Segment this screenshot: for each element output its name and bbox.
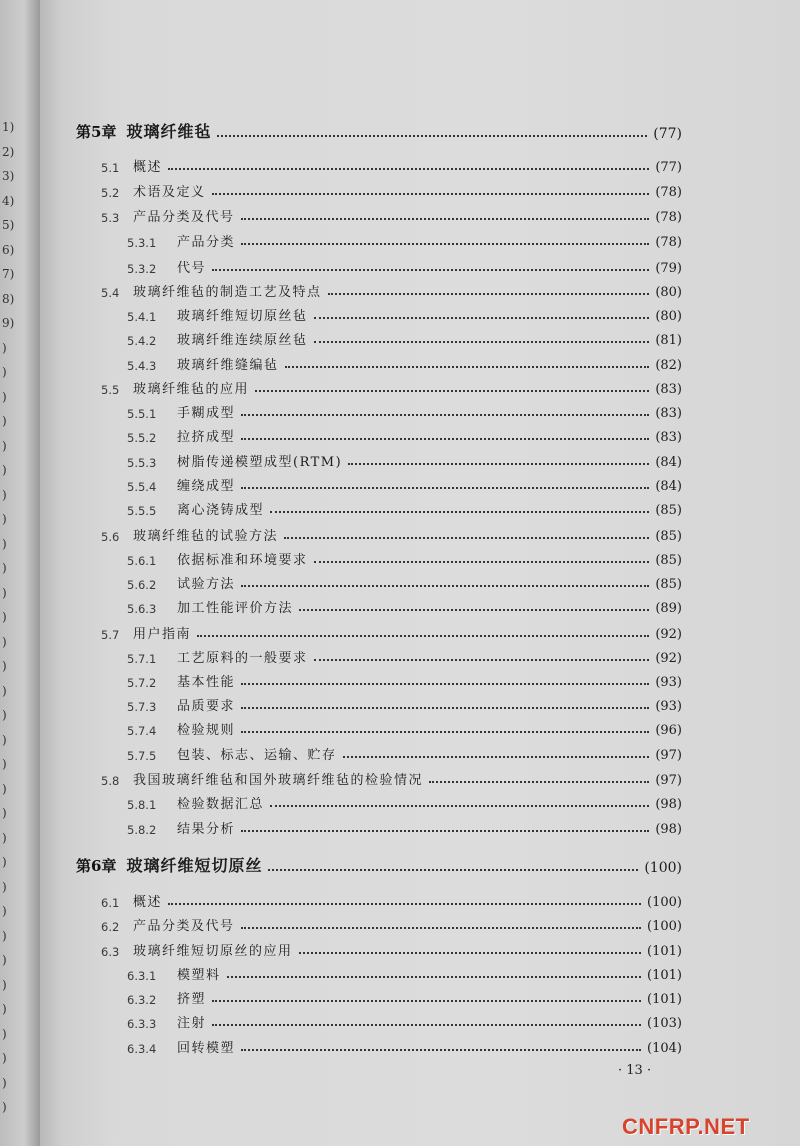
- left-margin-mark: ): [2, 732, 7, 747]
- chapter-entry[interactable]: [76, 119, 682, 142]
- entry-title: 用户指南: [133, 627, 192, 642]
- dot-leader: [241, 731, 649, 733]
- entry-page-number: (78): [655, 185, 682, 200]
- left-margin-mark: ): [2, 1075, 7, 1090]
- dot-leader: [328, 293, 650, 295]
- left-margin-mark: ): [2, 414, 7, 428]
- entry-page-number: (77): [653, 126, 682, 142]
- chapter-entry[interactable]: [76, 853, 682, 876]
- entry-number: 5.5.5: [127, 504, 157, 518]
- entry-number: 5.2: [101, 186, 120, 200]
- entry-number: 5.7: [101, 628, 120, 642]
- dot-leader: [299, 952, 642, 954]
- section-entry[interactable]: [101, 623, 682, 642]
- entry-number: 5.6.1: [127, 554, 157, 568]
- left-margin-mark: ): [2, 1002, 7, 1016]
- dot-leader: [241, 927, 642, 929]
- dot-leader: [241, 1049, 641, 1051]
- dot-leader: [314, 659, 650, 661]
- dot-leader: [241, 707, 649, 709]
- subsection-entry[interactable]: [127, 793, 682, 812]
- entry-number: 5.7.4: [127, 724, 157, 738]
- dot-leader: [217, 135, 647, 137]
- entry-number: 5.7.5: [127, 749, 157, 763]
- dot-leader: [348, 463, 649, 465]
- left-margin-mark: ): [2, 561, 7, 575]
- entry-page-number: (93): [655, 699, 682, 714]
- entry-page-number: (100): [647, 895, 682, 910]
- left-margin-mark: 3): [2, 169, 15, 183]
- entry-page-number: (80): [655, 285, 682, 300]
- left-margin-mark: ): [2, 340, 7, 355]
- entry-title: 缠绕成型: [177, 479, 236, 494]
- entry-page-number: (81): [655, 333, 682, 348]
- entry-title: 挤塑: [177, 992, 207, 1007]
- left-margin-mark: ): [2, 585, 7, 600]
- entry-number: 5.4.1: [127, 310, 157, 324]
- entry-number: 5.7.2: [127, 676, 157, 690]
- section-entry[interactable]: [101, 940, 682, 959]
- left-margin-mark: ): [2, 683, 7, 698]
- entry-page-number: (92): [655, 651, 682, 666]
- left-margin-mark: ): [2, 757, 7, 771]
- dot-leader: [270, 511, 649, 513]
- entry-title: 结果分析: [177, 822, 236, 837]
- dot-leader: [241, 438, 649, 440]
- watermark-logo: CNFRP.NET: [622, 1114, 750, 1139]
- subsection-entry[interactable]: [127, 671, 682, 690]
- dot-leader: [168, 903, 641, 905]
- left-margin-mark: ): [2, 365, 7, 379]
- left-margin-mark: ): [2, 928, 7, 943]
- entry-title: 玻璃纤维缝编毡: [177, 358, 279, 373]
- entry-title: 玻璃纤维短切原丝毡: [177, 309, 308, 324]
- entry-number: 6.3.1: [127, 969, 157, 983]
- left-margin-mark: ): [2, 536, 7, 551]
- entry-number: 5.6.2: [127, 578, 157, 592]
- entry-number: 6.2: [101, 920, 120, 934]
- left-margin-mark: 9): [2, 316, 15, 330]
- left-margin-mark: 7): [2, 267, 15, 281]
- left-margin-mark: ): [2, 806, 7, 820]
- dot-leader: [270, 805, 649, 807]
- dot-leader: [197, 635, 649, 637]
- dot-leader: [212, 193, 650, 195]
- entry-page-number: (89): [655, 601, 682, 616]
- section-entry[interactable]: [101, 525, 682, 544]
- entry-number: 5.5: [101, 383, 120, 397]
- entry-number: 5.8.1: [127, 798, 157, 812]
- subsection-entry[interactable]: [127, 402, 682, 421]
- left-margin-mark: ): [2, 487, 7, 502]
- entry-number: 5.6: [101, 530, 120, 544]
- entry-title: 玻璃纤维短切原丝: [126, 856, 263, 875]
- entry-page-number: (85): [655, 553, 682, 568]
- left-margin-mark: ): [2, 512, 7, 526]
- entry-number: 5.7.1: [127, 652, 157, 666]
- left-margin-mark: ): [2, 830, 7, 845]
- entry-title: 术语及定义: [133, 185, 206, 200]
- left-margin-mark: ): [2, 708, 7, 722]
- subsection-entry[interactable]: [127, 597, 682, 616]
- subsection-entry[interactable]: [127, 451, 682, 470]
- left-margin-mark: 2): [2, 144, 15, 159]
- entry-number: 5.5.2: [127, 431, 157, 445]
- entry-title: 回转模塑: [177, 1041, 236, 1056]
- entry-page-number: (77): [655, 160, 682, 175]
- page-number: · 13 ·: [618, 1063, 652, 1078]
- subsection-entry[interactable]: [127, 231, 682, 250]
- left-margin-mark: 8): [2, 291, 15, 306]
- entry-title: 模塑料: [177, 968, 221, 983]
- entry-page-number: (83): [655, 430, 682, 445]
- subsection-entry[interactable]: [127, 1012, 682, 1031]
- entry-number: 6.3.4: [127, 1042, 157, 1056]
- entry-title: 概述: [133, 895, 163, 910]
- entry-page-number: (84): [655, 479, 682, 494]
- left-margin-mark: ): [2, 438, 7, 453]
- entry-title: 注射: [177, 1016, 207, 1031]
- left-margin-mark: 6): [2, 242, 15, 257]
- entry-title: 我国玻璃纤维毡和国外玻璃纤维毡的检验情况: [133, 773, 424, 788]
- subsection-entry[interactable]: [127, 329, 682, 348]
- entry-number: 5.5.3: [127, 456, 157, 470]
- entry-page-number: (78): [655, 210, 682, 225]
- subsection-entry[interactable]: [127, 1037, 682, 1056]
- entry-page-number: (78): [655, 235, 682, 250]
- subsection-entry[interactable]: [127, 573, 682, 592]
- subsection-entry[interactable]: [127, 744, 682, 763]
- entry-title: 代号: [177, 261, 207, 276]
- entry-title: 基本性能: [177, 675, 236, 690]
- left-margin-mark: 1): [2, 120, 15, 134]
- entry-number: 5.5.1: [127, 407, 157, 421]
- subsection-entry[interactable]: [127, 257, 682, 276]
- dot-leader: [285, 366, 650, 368]
- entry-page-number: (101): [647, 944, 682, 959]
- entry-title: 检验规则: [177, 723, 236, 738]
- dot-leader: [212, 1000, 641, 1002]
- dot-leader: [268, 869, 638, 871]
- left-margin-mark: ): [2, 879, 7, 894]
- entry-page-number: (97): [655, 773, 682, 788]
- entry-page-number: (98): [655, 797, 682, 812]
- entry-title: 玻璃纤维短切原丝的应用: [133, 944, 293, 959]
- section-entry[interactable]: [101, 181, 682, 200]
- entry-page-number: (93): [655, 675, 682, 690]
- entry-title: 试验方法: [177, 577, 236, 592]
- dot-leader: [284, 537, 649, 539]
- entry-number: 6.3.3: [127, 1017, 157, 1031]
- section-entry[interactable]: [101, 281, 682, 300]
- entry-number: 5.4.3: [127, 359, 157, 373]
- entry-number: 5.8: [101, 774, 120, 788]
- left-margin-mark: ): [2, 610, 7, 624]
- entry-number: 5.8.2: [127, 823, 157, 837]
- dot-leader: [227, 976, 642, 978]
- dot-leader: [168, 168, 649, 170]
- entry-page-number: (98): [655, 822, 682, 837]
- dot-leader: [314, 561, 650, 563]
- entry-page-number: (96): [655, 723, 682, 738]
- entry-page-number: (100): [647, 919, 682, 934]
- section-entry[interactable]: [101, 769, 682, 788]
- entry-number: 5.4: [101, 286, 120, 300]
- entry-number: 6.1: [101, 896, 120, 910]
- entry-number: 5.5.4: [127, 480, 157, 494]
- entry-number: 6.3.2: [127, 993, 157, 1007]
- entry-number: 5.3: [101, 211, 120, 225]
- left-margin-mark: ): [2, 904, 7, 918]
- left-margin-mark: ): [2, 855, 7, 869]
- subsection-entry[interactable]: [127, 647, 682, 666]
- left-margin-mark: ): [2, 977, 7, 992]
- dot-leader: [314, 341, 650, 343]
- left-margin-mark: ): [2, 463, 7, 477]
- subsection-entry[interactable]: [127, 719, 682, 738]
- subsection-entry[interactable]: [127, 988, 682, 1007]
- dot-leader: [241, 683, 649, 685]
- entry-number: 5.1: [101, 161, 120, 175]
- dot-leader: [212, 269, 649, 271]
- entry-title: 玻璃纤维毡: [126, 122, 212, 141]
- entry-page-number: (85): [655, 503, 682, 518]
- entry-title: 检验数据汇总: [177, 797, 265, 812]
- subsection-entry[interactable]: [127, 818, 682, 837]
- subsection-entry[interactable]: [127, 354, 682, 373]
- entry-number: 5.3.1: [127, 236, 157, 250]
- dot-leader: [241, 830, 649, 832]
- subsection-entry[interactable]: [127, 549, 682, 568]
- left-margin-mark: ): [2, 389, 7, 404]
- subsection-entry[interactable]: [127, 475, 682, 494]
- entry-number: 5.3.2: [127, 262, 157, 276]
- dot-leader: [241, 487, 649, 489]
- dot-leader: [212, 1024, 641, 1026]
- dot-leader: [241, 585, 649, 587]
- entry-number: 6.3: [101, 945, 120, 959]
- subsection-entry[interactable]: [127, 305, 682, 324]
- left-margin-mark: ): [2, 1100, 7, 1114]
- entry-page-number: (97): [655, 748, 682, 763]
- entry-page-number: (85): [655, 577, 682, 592]
- section-entry[interactable]: [101, 378, 682, 397]
- entry-page-number: (79): [655, 261, 682, 276]
- entry-number: 第5章: [76, 123, 117, 141]
- left-margin-mark: ): [2, 1026, 7, 1041]
- entry-page-number: (82): [655, 358, 682, 373]
- left-margin-mark: ): [2, 634, 7, 649]
- entry-title: 树脂传递模塑成型(RTM): [177, 455, 343, 470]
- entry-title: 产品分类: [177, 235, 236, 250]
- entry-page-number: (101): [647, 992, 682, 1007]
- entry-page-number: (104): [647, 1041, 682, 1056]
- dot-leader: [343, 756, 650, 758]
- entry-title: 依据标准和环境要求: [177, 553, 308, 568]
- entry-title: 概述: [133, 160, 163, 175]
- section-entry[interactable]: [101, 206, 682, 225]
- entry-title: 玻璃纤维连续原丝毡: [177, 333, 308, 348]
- section-entry[interactable]: [101, 156, 682, 175]
- entry-title: 离心浇铸成型: [177, 503, 265, 518]
- section-entry[interactable]: [101, 915, 682, 934]
- dot-leader: [314, 317, 650, 319]
- entry-title: 玻璃纤维毡的制造工艺及特点: [133, 285, 322, 300]
- subsection-entry[interactable]: [127, 499, 682, 518]
- entry-page-number: (83): [655, 406, 682, 421]
- entry-title: 工艺原料的一般要求: [177, 651, 308, 666]
- left-margin-mark: ): [2, 1051, 7, 1065]
- dot-leader: [241, 414, 649, 416]
- subsection-entry[interactable]: [127, 426, 682, 445]
- left-margin-mark: 4): [2, 193, 15, 208]
- entry-page-number: (101): [647, 968, 682, 983]
- entry-page-number: (103): [647, 1016, 682, 1031]
- entry-title: 包装、标志、运输、贮存: [177, 748, 337, 763]
- entry-title: 玻璃纤维毡的试验方法: [133, 529, 279, 544]
- subsection-entry[interactable]: [127, 964, 682, 983]
- entry-page-number: (80): [655, 309, 682, 324]
- entry-page-number: (84): [655, 455, 682, 470]
- section-entry[interactable]: [101, 891, 682, 910]
- left-margin-mark: ): [2, 659, 7, 673]
- entry-title: 手糊成型: [177, 406, 236, 421]
- dot-leader: [299, 609, 649, 611]
- entry-title: 品质要求: [177, 699, 236, 714]
- subsection-entry[interactable]: [127, 695, 682, 714]
- entry-number: 5.4.2: [127, 334, 157, 348]
- entry-number: 第6章: [76, 857, 117, 875]
- entry-title: 加工性能评价方法: [177, 601, 294, 616]
- entry-page-number: (85): [655, 529, 682, 544]
- entry-page-number: (92): [655, 627, 682, 642]
- left-margin-mark: ): [2, 781, 7, 796]
- dot-leader: [255, 390, 649, 392]
- entry-number: 5.7.3: [127, 700, 157, 714]
- entry-title: 产品分类及代号: [133, 210, 235, 225]
- entry-number: 5.6.3: [127, 602, 157, 616]
- left-margin-mark: 5): [2, 218, 15, 232]
- entry-title: 产品分类及代号: [133, 919, 235, 934]
- dot-leader: [241, 243, 649, 245]
- entry-page-number: (100): [644, 860, 682, 876]
- dot-leader: [241, 218, 650, 220]
- left-margin-mark: ): [2, 953, 7, 967]
- entry-title: 拉挤成型: [177, 430, 236, 445]
- entry-page-number: (83): [655, 382, 682, 397]
- dot-leader: [429, 781, 649, 783]
- entry-title: 玻璃纤维毡的应用: [133, 382, 250, 397]
